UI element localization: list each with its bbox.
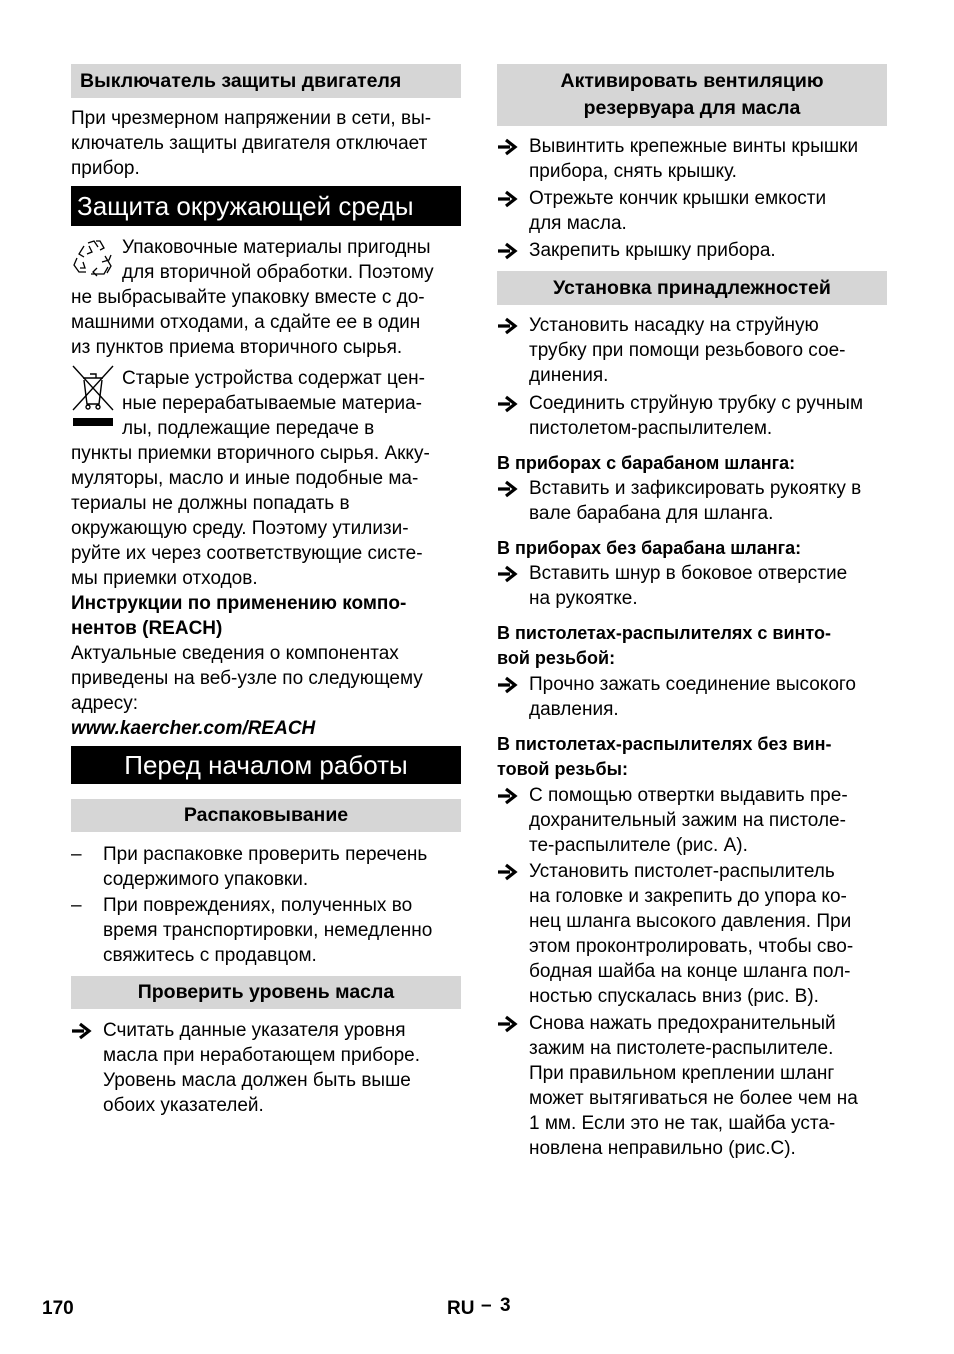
list-item-text: те-распылителе (рис. A).	[529, 835, 748, 856]
list-item-text: При распаковке проверить перечень	[103, 844, 428, 865]
list-item-text: вале барабана для шланга.	[529, 503, 774, 524]
unthreaded-label: товой резьбы:	[497, 759, 628, 779]
list-item-text: на рукоятке.	[529, 588, 638, 609]
footer-subpage: 3	[500, 1295, 511, 1316]
recycle-text: из пунктов приема вторичного сырья.	[71, 337, 403, 358]
list-item-text: масла при неработающем приборе.	[103, 1045, 420, 1066]
arrow-right-icon	[497, 676, 519, 694]
reach-heading: Инструкции по применению компо-	[71, 593, 407, 614]
arrow-right-icon	[497, 242, 519, 260]
reach-url-link[interactable]: www.kaercher.com/REACH	[71, 718, 316, 739]
ventilation-heading	[497, 64, 887, 126]
arrow-right-icon	[497, 138, 519, 156]
arrow-right-icon	[71, 1022, 93, 1040]
dash-marker: –	[71, 844, 82, 865]
reach-text: приведены на веб-узле по следующему	[71, 668, 423, 689]
list-item-text: Отрежьте кончик крышки емкости	[529, 188, 827, 209]
weee-text: териалы не должны попадать в	[71, 493, 350, 514]
list-item-text: свяжитесь с продавцом.	[103, 945, 317, 966]
list-item-text: Считать данные указателя уровня	[103, 1020, 406, 1041]
arrow-right-icon	[497, 317, 519, 335]
accessories-heading: Установка принадлежностей	[497, 271, 887, 305]
list-item-text: трубку при помощи резьбового сое-	[529, 340, 846, 361]
list-item-text: Вставить шнур в боковое отверстие	[529, 563, 848, 584]
list-item-text: давления.	[529, 699, 619, 720]
reach-text: Актуальные сведения о компонентах	[71, 643, 399, 664]
motor-switch-text: ключатель защиты двигателя отключает	[71, 133, 428, 154]
recycle-text: машними отходами, а сдайте ее в один	[71, 312, 421, 333]
list-item-text: Вставить и зафиксировать рукоятку в	[529, 478, 862, 499]
list-item-text: пистолетом-распылителем.	[529, 418, 773, 439]
list-item-text: 1 мм. Если это не так, шайба уста-	[529, 1113, 836, 1134]
heading-line: резервуара для масла	[583, 97, 801, 119]
motor-switch-text: При чрезмерном напряжении в сети, вы-	[71, 108, 432, 129]
arrow-right-icon	[497, 565, 519, 583]
weee-text: мы приемки отходов.	[71, 568, 258, 589]
motor-switch-heading: Выключатель защиты двигателя	[71, 64, 461, 98]
unpacking-heading: Распаковывание	[71, 799, 461, 832]
recycle-text: для вторичной обработки. Поэтому	[122, 262, 434, 283]
list-item-text: на головке и закрепить до упора ко-	[529, 886, 847, 907]
threaded-label: вой резьбой:	[497, 648, 616, 668]
page-number: 170	[42, 1298, 74, 1319]
unthreaded-label: В пистолетах-распылителях без вин-	[497, 734, 832, 754]
weee-text: пункты приемки вторичного сырья. Акку-	[71, 443, 430, 464]
weee-text: Старые устройства содержат цен-	[122, 368, 425, 389]
list-item-text: Установить пистолет-распылитель	[529, 861, 835, 882]
recycle-text: Упаковочные материалы пригодны	[122, 237, 431, 258]
list-item-text: время транспортировки, немедленно	[103, 920, 433, 941]
list-item-text: Установить насадку на струйную	[529, 315, 819, 336]
list-item-text: динения.	[529, 365, 609, 386]
arrow-right-icon	[497, 1015, 519, 1033]
list-item-text: Снова нажать предохранительный	[529, 1013, 836, 1034]
list-item-text: ностью спускалась вниз (рис. B).	[529, 986, 819, 1007]
list-item-text: может вытягиваться не более чем на	[529, 1088, 858, 1109]
dash-marker: –	[71, 895, 82, 916]
recycle-icon	[71, 238, 117, 280]
list-item-text: При правильном креплении шланг	[529, 1063, 835, 1084]
arrow-right-icon	[497, 863, 519, 881]
arrow-right-icon	[497, 787, 519, 805]
crossed-bin-icon	[71, 364, 115, 428]
footer-dash: –	[481, 1295, 492, 1316]
list-item-text: Вывинтить крепежные винты крышки	[529, 136, 859, 157]
before-start-heading: Перед началом работы	[71, 746, 461, 784]
threaded-label: В пистолетах-распылителях с винто-	[497, 623, 831, 643]
list-item-text: прибора, снять крышку.	[529, 161, 737, 182]
list-item-text: Соединить струйную трубку с ручным	[529, 393, 864, 414]
list-item-text: дохранительный зажим на пистоле-	[529, 810, 846, 831]
weee-text: лы, подлежащие передаче в	[122, 418, 375, 439]
weee-text: ные перерабатываемые материа-	[122, 393, 422, 414]
with-drum-label: В приборах с барабаном шланга:	[497, 453, 796, 473]
arrow-right-icon	[497, 190, 519, 208]
reach-heading: нентов (REACH)	[71, 618, 223, 639]
without-drum-label: В приборах без барабана шланга:	[497, 538, 802, 558]
list-item-text: обоих указателей.	[103, 1095, 264, 1116]
arrow-right-icon	[497, 480, 519, 498]
recycle-text: не выбрасывайте упаковку вместе с до-	[71, 287, 425, 308]
oil-level-heading: Проверить уровень масла	[71, 976, 461, 1009]
arrow-right-icon	[497, 395, 519, 413]
list-item-text: зажим на пистолете-распылителе.	[529, 1038, 834, 1059]
heading-line: Активировать вентиляцию	[560, 70, 824, 92]
list-item-text: При повреждениях, полученных во	[103, 895, 413, 916]
list-item-text: Прочно зажать соединение высокого	[529, 674, 856, 695]
motor-switch-text: прибор.	[71, 158, 140, 179]
weee-text: окружающую среду. Поэтому утилизи-	[71, 518, 409, 539]
list-item-text: бодная шайба на конце шланга пол-	[529, 961, 851, 982]
list-item-text: новлена неправильно (рис.C).	[529, 1138, 796, 1159]
environment-heading: Защита окружающей среды	[71, 186, 461, 226]
list-item-text: Закрепить крышку прибора.	[529, 240, 776, 261]
list-item-text: этом проконтролировать, чтобы сво-	[529, 936, 854, 957]
footer-lang: RU	[447, 1298, 475, 1319]
reach-text: адресу:	[71, 693, 139, 714]
list-item-text: для масла.	[529, 213, 627, 234]
list-item-text: Уровень масла должен быть выше	[103, 1070, 411, 1091]
weee-text: руйте их через соответствующие систе-	[71, 543, 423, 564]
weee-text: муляторы, масло и иные подобные ма-	[71, 468, 419, 489]
list-item-text: нец шланга высокого давления. При	[529, 911, 852, 932]
list-item-text: С помощью отвертки выдавить пре-	[529, 785, 848, 806]
list-item-text: содержимого упаковки.	[103, 869, 309, 890]
